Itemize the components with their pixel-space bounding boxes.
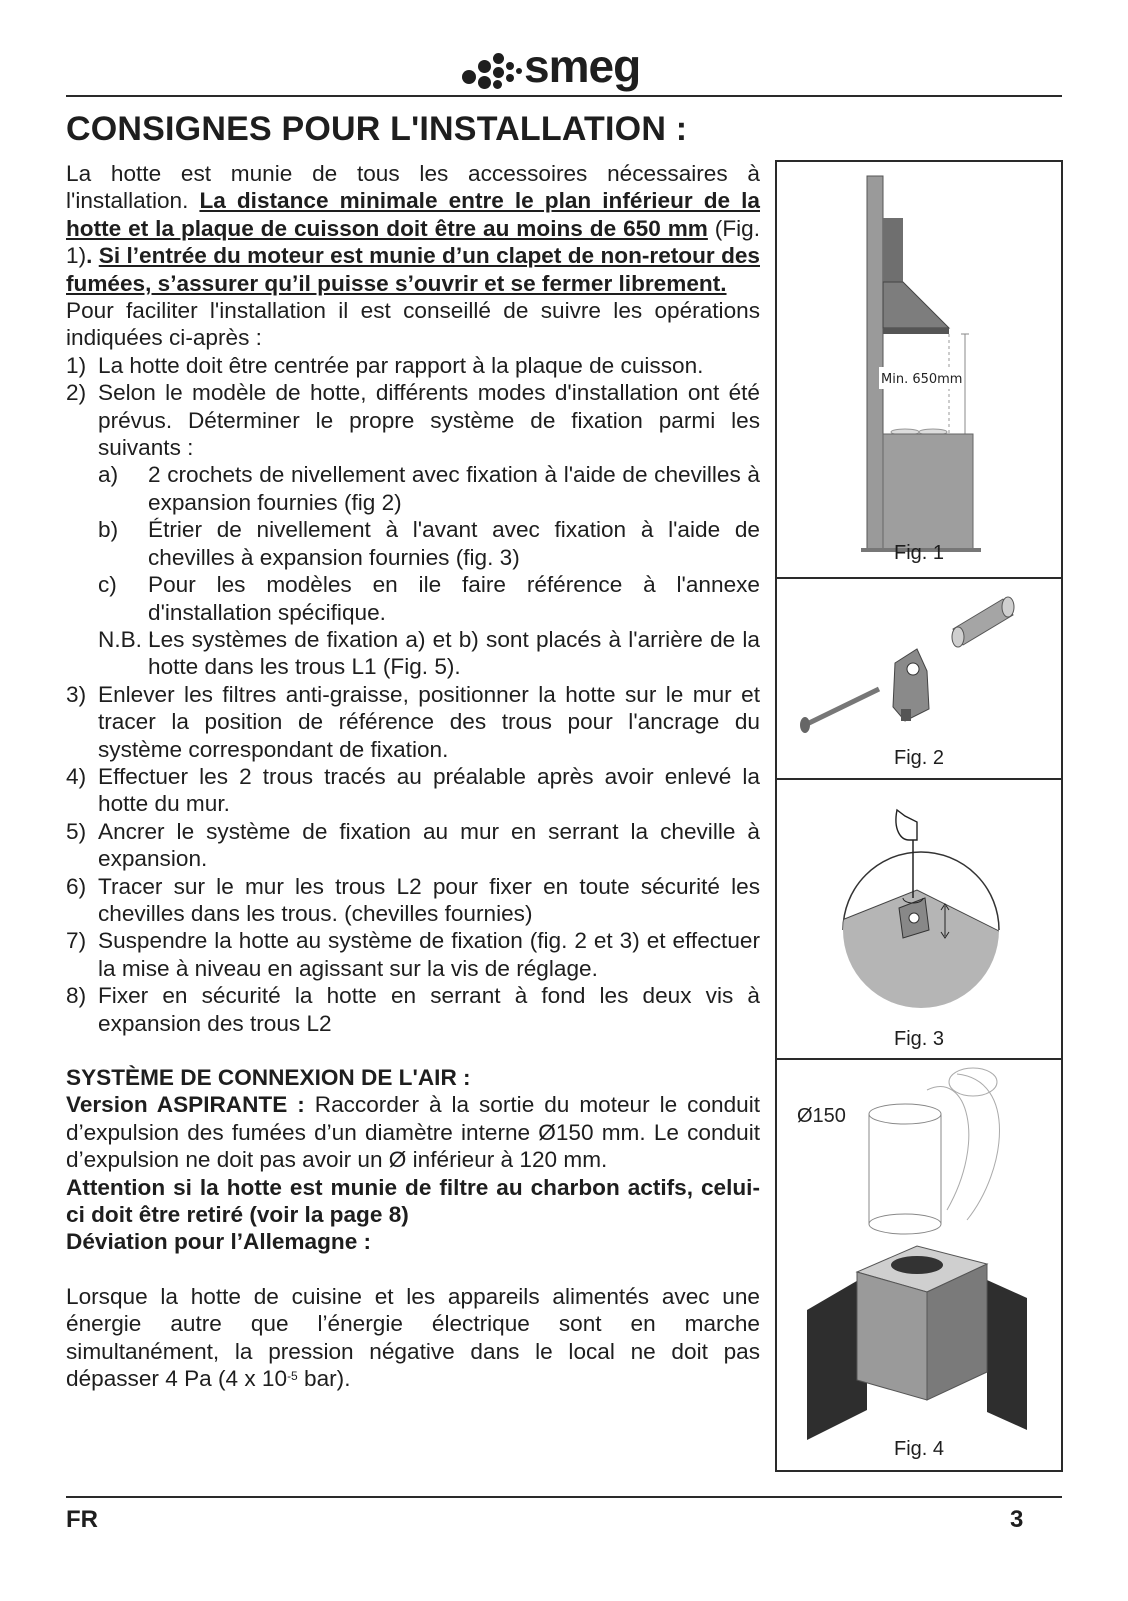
air-connection-heading: SYSTÈME DE CONNEXION DE L'AIR : [66,1065,471,1090]
header-rule [66,95,1062,97]
figure-3 [775,778,1063,1060]
logo-dots-icon [462,50,520,90]
list-item: b) Étrier de nivellement à l'avant avec fixation à l'aide de chevilles à expansion fournies (fig. 3) [98,517,760,570]
list-item: 8) Fixer en sécurité la hotte en serrant à fond les deux vis à expansion des trous L2 [66,983,760,1036]
fig4-caption: Fig. 4 [893,1438,945,1460]
main-text-column [66,160,760,1392]
pressure-paragraph: Lorsque la hotte de cuisine et les appareils alimentés avec une énergie autre que l’énergie électrique sont en marche simultanément, la pression négative dans le local ne doit pas dépasser 4 Pa (4 x $10^{-5}$ bar). [66,1283,760,1392]
list-item: 2) Selon le modèle de hotte, différents modes d'installation ont été prévus. Déterminer le propre système de fixation parmi les suivants : a) 2 crochets de nivellement avec fixation à l'aide de chevilles à expansion fournies (fig 2) b) Étrier de nivellement à l'avant avec fixation à l'aide de chevilles à expansion fournies (fig. 3) c) Pour les modèles en ile faire référence à l'annexe d'installation spécifique. N.B. : Les systèmes de fixation a) et b) sont placés à l'arrière de la hotte dans les trous L1 (Fig. 5). [66,380,760,680]
substeps-list [98,461,760,625]
list-item: 5) Ancrer le système de fixation au mur en serrant la cheville à expansion. [66,818,760,872]
intro-paragraph: La hotte est munie de tous les accessoires nécessaires à l'installation. La distance minimale entre le plan inférieur de la hotte et la plaque de cuisson doit être au moins de 650 mm (Fig. 1). Si l’entrée du moteur est munie d’un clapet de non-retour des fumées, s’assurer qu’il puisse s’ouvrir et se fermer librement. [66,161,760,296]
min-distance-note: La distance minimale entre le plan inférieur de la hotte et la plaque de cuisson doit être au moins de 650 mm [66,188,760,241]
non-return-valve-note: Si l’entrée du moteur est munie d’un clapet de non-retour des fumées, s’assurer qu’il puisse s’ouvrir et se fermer librement. [66,243,760,296]
fig2-caption: Fig. 2 [893,747,945,769]
list-item: 6) Tracer sur le mur les trous L2 pour fixer en toute sécurité les chevilles dans les trous. (chevilles fournies) [66,873,760,926]
list-item: 1) La hotte doit être centrée par rapport à la plaque de cuisson. [66,352,704,378]
list-item: 3) Enlever les filtres anti-graisse, positionner la hotte sur le mur et tracer la position de référence des trous pour l'ancrage du système correspondant de fixation. [66,681,760,762]
footer-page-number: 3 [1010,1506,1024,1533]
fig1-label: Min. 650mm [881,372,963,387]
footer-rule [66,1496,1062,1498]
germany-heading: Déviation pour l’Allemagne : [66,1229,372,1255]
figure-4 [775,1058,1063,1472]
aspirante-paragraph: Version ASPIRANTE : Raccorder à la sortie du moteur le conduit d’expulsion des fumées d’un diamètre interne Ø150 mm. Le conduit d’expulsion ne doit pas avoir un Ø inférieur à 120 mm. [66,1092,761,1173]
page-title: CONSIGNES POUR L'INSTALLATION : [66,110,688,148]
fig1-illustration [777,162,1063,579]
fig4-illustration [777,1060,1063,1472]
figure-2 [775,577,1063,780]
list-item: 4) Effectuer les 2 trous tracés au préalable après avoir enlevé la hotte du mur. [66,763,760,817]
footer-language: FR [66,1506,98,1533]
smeg-logo [462,40,641,92]
nb-note: N.B. : Les systèmes de fixation a) et b) sont placés à l'arrière de la hotte dans les trous L1 (Fig. 5). [98,626,760,680]
list-item: a) 2 crochets de nivellement avec fixation à l'aide de chevilles à expansion fournies (fig 2) [98,462,760,515]
figure-1 [775,160,1063,579]
logo-wordmark: smeg [524,40,641,92]
lead-paragraph: Pour faciliter l'installation il est conseillé de suivre les opérations indiquées ci-après : [66,298,760,351]
list-item: 7) Suspendre la hotte au système de fixation (fig. 2 et 3) et effectuer la mise à niveau en agissant sur la vis de réglage. [66,928,760,981]
attention-note: Attention si la hotte est munie de filtre au charbon actifs, celui-ci doit être retiré (voir la page 8) [66,1174,760,1228]
fig3-illustration [777,780,1063,1060]
fig1-caption: Fig. 1 [893,542,945,564]
fig3-caption: Fig. 3 [893,1028,945,1050]
steps-list [66,352,760,1037]
fig4-diameter-label: Ø150 [797,1105,846,1127]
list-item: c) Pour les modèles en ile faire référence à l'annexe d'installation spécifique. [98,572,760,625]
